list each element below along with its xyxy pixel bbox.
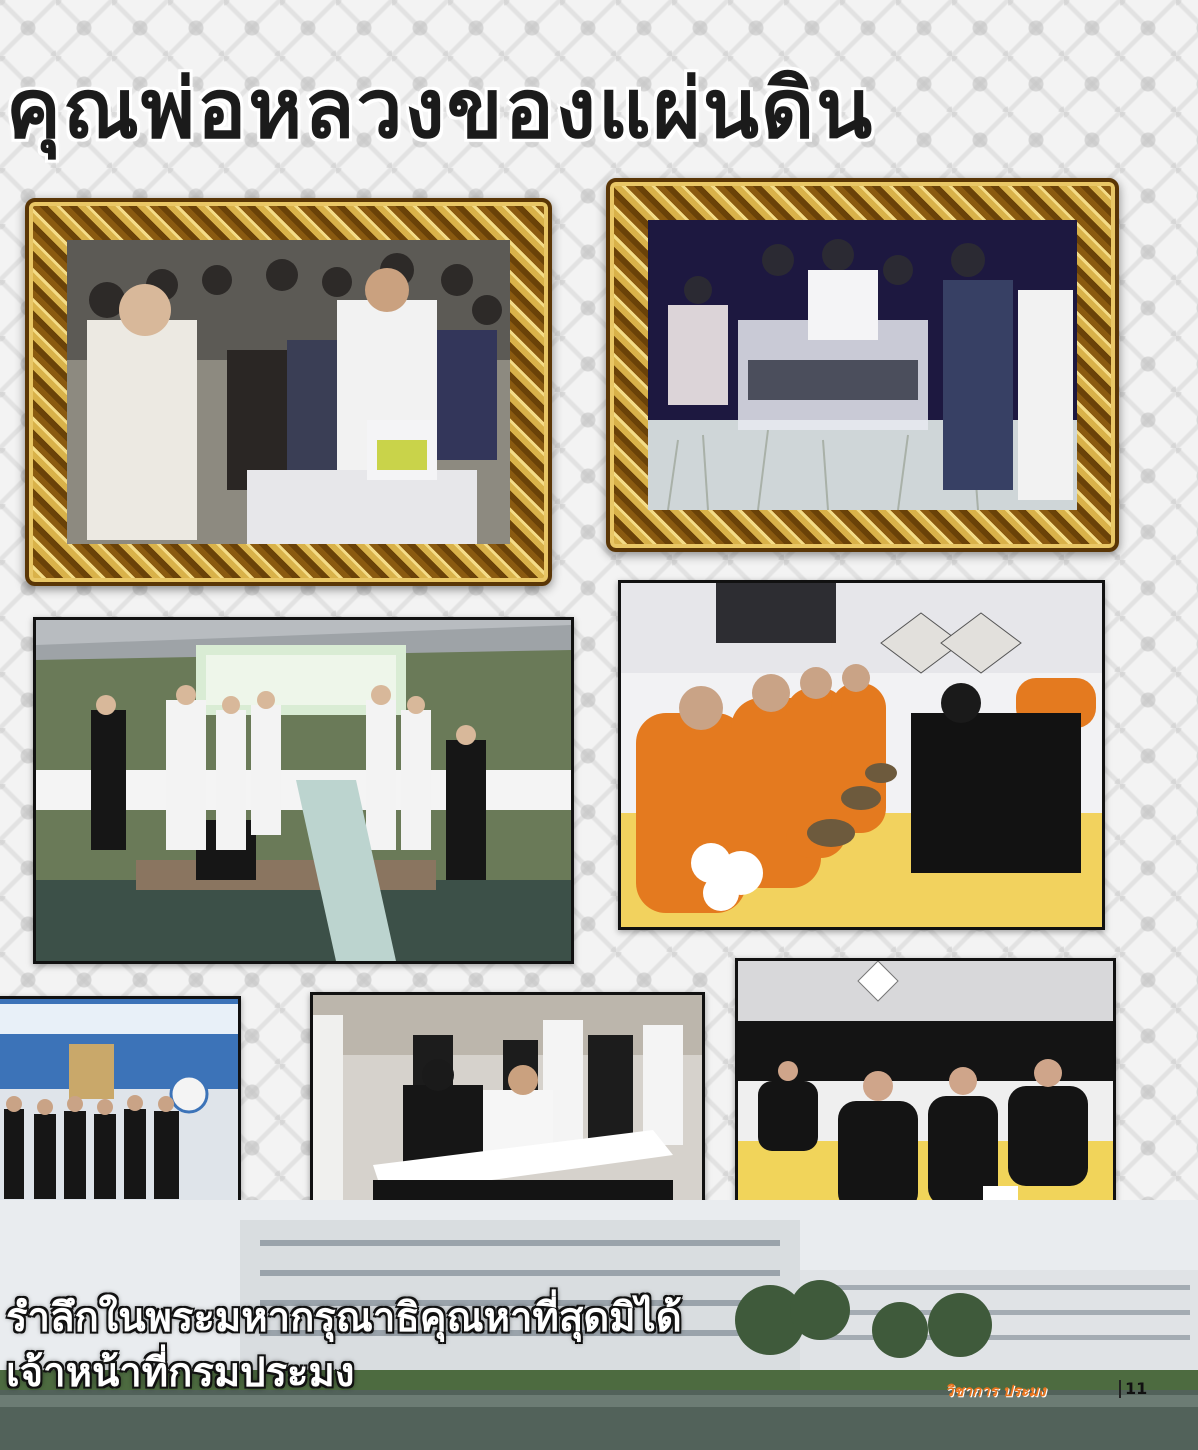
page-title: คุณพ่อหลวงของแผ่นดิน [6, 61, 875, 157]
photo-frame-4 [618, 580, 1105, 930]
photo-group-banner [0, 999, 238, 1233]
caption-line-2: เจ้าหน้าที่กรมประมง [6, 1349, 355, 1396]
photo-monk-alms [621, 583, 1102, 927]
photo-king-crowd [67, 240, 510, 544]
page-number-separator [1119, 1380, 1121, 1398]
photo-seated-crowd [738, 961, 1113, 1233]
photo-frame-7 [735, 958, 1116, 1236]
photo-fish-release [36, 620, 571, 961]
gold-frame-photo-2 [606, 178, 1119, 552]
gold-frame-photo-1 [25, 198, 552, 586]
photo-signing-book [313, 995, 702, 1233]
caption-line-1: รำลึกในพระมหากรุณาธิคุณหาที่สุดมิได้ [6, 1294, 682, 1341]
photo-frame-3 [33, 617, 574, 964]
page-number: 11 [1125, 1379, 1148, 1398]
photo-aquarium-ceremony [648, 220, 1077, 510]
magazine-logo: วิชาการ ประมง [945, 1382, 1046, 1400]
